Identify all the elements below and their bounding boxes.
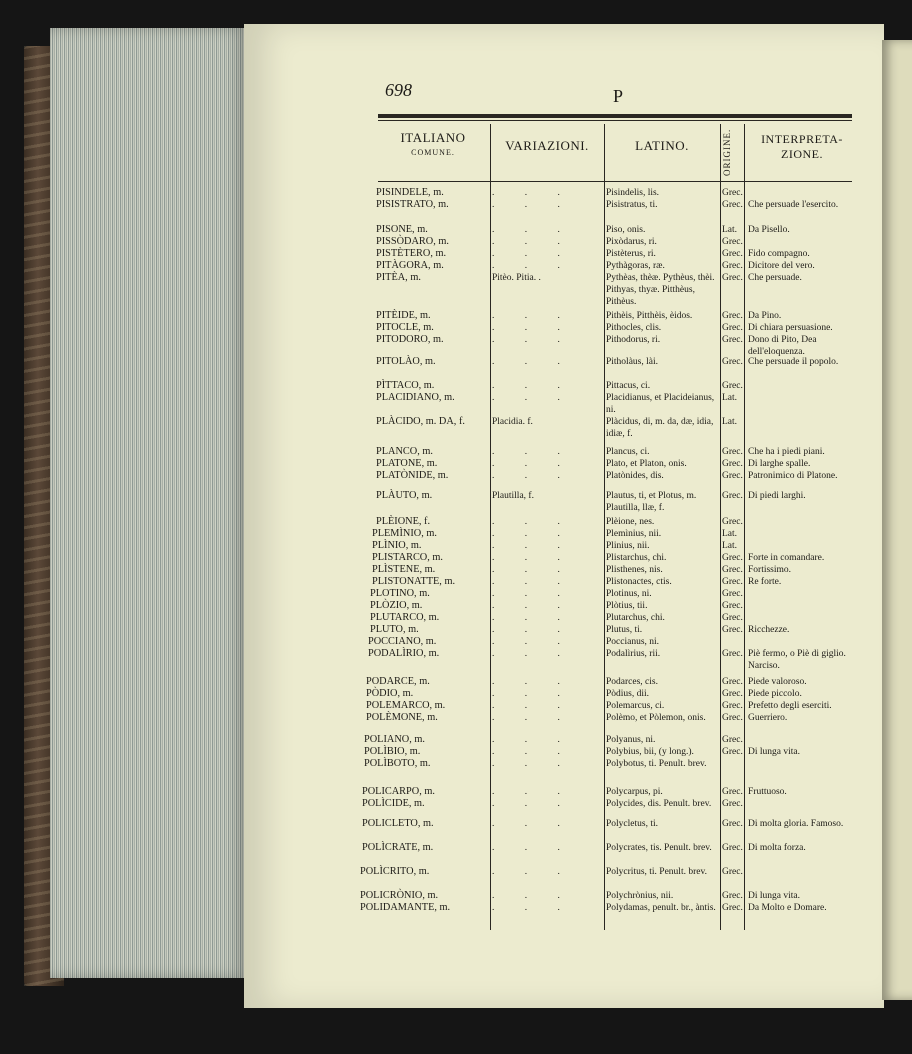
latin-form-cell: Polydamas, penult. br., àntis. (606, 903, 716, 913)
variation-cell: . . . (492, 311, 574, 321)
variation-cell: . . . (492, 517, 574, 527)
latin-form-cell: Plato, et Platon, onis. (606, 459, 687, 469)
latin-form-cell: Poccianus, ni. (606, 637, 660, 647)
origin-cell: Grec. (722, 237, 743, 247)
origin-cell: Grec. (722, 491, 743, 501)
origin-cell: Grec. (722, 735, 743, 745)
variation-cell: . . . (492, 735, 574, 745)
interpretation-cell: Ricchezze. (748, 625, 790, 635)
italian-name-cell: PISSÒDARO, m. (376, 236, 449, 247)
italian-name-cell: PÒDIO, m. (366, 688, 414, 699)
header-variazioni: VARIAZIONI. (505, 138, 589, 153)
origin-cell: Grec. (722, 903, 743, 913)
variation-cell: . . . (492, 649, 574, 659)
origin-cell: Grec. (722, 459, 743, 469)
origin-cell: Grec. (722, 747, 743, 757)
origin-cell: Lat. (722, 417, 738, 427)
latin-form-cell: Plisthenes, nis. (606, 565, 663, 575)
latin-form-cell: Polemarcus, ci. (606, 701, 665, 711)
origin-cell: Grec. (722, 200, 743, 210)
latin-form-cell: Plautus, ti, et Plotus, m. Plautilla, llæ, f. (606, 491, 697, 513)
italian-name-cell: POLIDAMANTE, m. (360, 902, 451, 913)
interpretation-cell: Di molta forza. (748, 843, 806, 853)
italian-name-cell: PLÀUTO, m. (376, 490, 433, 501)
origin-cell: Grec. (722, 565, 743, 575)
latin-form-cell: Pittacus, ci. (606, 381, 651, 391)
italian-name-cell: PLÌSTENE, m. (372, 564, 436, 575)
interpretation-cell: Che persuade il popolo. (748, 357, 839, 367)
interpretation-cell: Di lunga vita. (748, 891, 800, 901)
italian-name-cell: POLÌBIO, m. (364, 746, 421, 757)
page-number: 698 (385, 80, 412, 100)
italian-name-cell: PLUTARCO, m. (370, 612, 440, 623)
variation-cell: . . . (492, 261, 574, 271)
interpretation-cell: Piede piccolo. (748, 689, 802, 699)
latin-form-cell: Pithodorus, ri. (606, 335, 661, 345)
interpretation-cell: Dicitore del vero. (748, 261, 815, 271)
latin-form-cell: Plèione, nes. (606, 517, 655, 527)
latin-form-cell: Plancus, ci. (606, 447, 650, 457)
latin-form-cell: Podarces, cis. (606, 677, 658, 687)
variation-cell: . . . (492, 677, 574, 687)
header-bottom-rule (378, 181, 852, 182)
italian-name-cell: PLÀCIDO, m. DA, f. (376, 416, 465, 427)
interpretation-cell: Che persuade l'esercito. (748, 200, 839, 210)
italian-name-cell: POCCIANO, m. (368, 636, 437, 647)
variation-cell: . . . (492, 323, 574, 333)
latin-form-cell: Polycletus, ti. (606, 819, 658, 829)
latin-form-cell: Plistonactes, ctis. (606, 577, 672, 587)
latin-form-cell: Pòdius, dii. (606, 689, 650, 699)
italian-name-cell: PISINDELE, m. (376, 187, 444, 198)
variation-cell: . . . (492, 747, 574, 757)
italian-name-cell: PODALÌRIO, m. (368, 648, 440, 659)
variation-cell: . . . (492, 459, 574, 469)
latin-form-cell: Polychrònius, nii. (606, 891, 674, 901)
column-divider-2 (604, 124, 605, 930)
header-origine: ORIGINE. (722, 128, 732, 176)
origin-cell: Grec. (722, 819, 743, 829)
latin-form-cell: Pitholàus, lài. (606, 357, 658, 367)
interpretation-cell: Guerriero. (748, 713, 788, 723)
origin-cell: Grec. (722, 471, 743, 481)
origin-cell: Lat. (722, 393, 738, 403)
interpretation-cell: Che persuade. (748, 273, 802, 283)
latin-form-cell: Plotinus, ni. (606, 589, 652, 599)
origin-cell: Grec. (722, 891, 743, 901)
latin-form-cell: Polybius, bii, (y long.). (606, 747, 694, 757)
origin-cell: Grec. (722, 577, 743, 587)
variation-cell: . . . (492, 471, 574, 481)
variation-cell: Pitèo. Pitia. . (492, 273, 541, 283)
italian-name-cell: POLICARPO, m. (362, 786, 435, 797)
variation-cell: . . . (492, 553, 574, 563)
interpretation-cell: Forte in comandare. (748, 553, 825, 563)
origin-cell: Grec. (722, 625, 743, 635)
italian-name-cell: POLÈMONE, m. (366, 712, 438, 723)
italian-name-cell: PODARCE, m. (366, 676, 430, 687)
latin-form-cell: Pithocles, clis. (606, 323, 662, 333)
italian-name-cell: PLÈIONE, f. (376, 516, 431, 527)
header-latino: LATINO. (635, 138, 689, 153)
variation-cell: . . . (492, 713, 574, 723)
origin-cell: Grec. (722, 311, 743, 321)
origin-cell: Grec. (722, 649, 743, 659)
italian-name-cell: PITOCLE, m. (376, 322, 434, 333)
latin-form-cell: Polycarpus, pi. (606, 787, 663, 797)
variation-cell: . . . (492, 625, 574, 635)
italian-name-cell: PITODORO, m. (376, 334, 444, 345)
variation-cell: . . . (492, 237, 574, 247)
interpretation-cell: Da Pino. (748, 311, 782, 321)
interpretation-cell: Da Molto e Domare. (748, 903, 827, 913)
interpretation-cell: Fortissimo. (748, 565, 792, 575)
header-italiano-sub: COMUNE. (411, 148, 455, 157)
variation-cell: . . . (492, 357, 574, 367)
header-rule-thick (378, 114, 852, 118)
italian-name-cell: POLIANO, m. (364, 734, 425, 745)
variation-cell: . . . (492, 225, 574, 235)
interpretation-cell: Prefetto degli eserciti. (748, 701, 832, 711)
variation-cell: . . . (492, 188, 574, 198)
origin-cell: Grec. (722, 249, 743, 259)
origin-cell: Lat. (722, 225, 738, 235)
italian-name-cell: PLISTARCO, m. (372, 552, 443, 563)
italian-name-cell: PLANCO, m. (376, 446, 433, 457)
variation-cell: . . . (492, 867, 574, 877)
origin-cell: Grec. (722, 357, 743, 367)
origin-cell: Grec. (722, 677, 743, 687)
variation-cell: . . . (492, 819, 574, 829)
italian-name-cell: PLEMÌNIO, m. (372, 528, 437, 539)
header-italiano (378, 130, 488, 157)
variation-cell: . . . (492, 589, 574, 599)
latin-form-cell: Plemìnius, nii. (606, 529, 662, 539)
interpretation-cell: Di piedi larghi. (748, 491, 806, 501)
variation-cell: . . . (492, 565, 574, 575)
latin-form-cell: Pixòdarus, ri. (606, 237, 657, 247)
italian-name-cell: PITÀGORA, m. (376, 260, 444, 271)
variation-cell: . . . (492, 689, 574, 699)
variation-cell: . . . (492, 637, 574, 647)
variation-cell: . . . (492, 335, 574, 345)
italian-name-cell: PISONE, m. (376, 224, 428, 235)
italian-name-cell: PLOTINO, m. (370, 588, 430, 599)
origin-cell: Grec. (722, 613, 743, 623)
origin-cell: Grec. (722, 689, 743, 699)
variation-cell: . . . (492, 701, 574, 711)
italian-name-cell: PLISTONATTE, m. (372, 576, 456, 587)
variation-cell: Placidia. f. (492, 417, 533, 427)
italian-name-cell: PLATONE, m. (376, 458, 438, 469)
italian-name-cell: POLÌCRATE, m. (362, 842, 434, 853)
latin-form-cell: Placidianus, et Placideianus, ni. (606, 393, 715, 415)
section-letter: P (613, 86, 624, 106)
italian-name-cell: PLÌNIO, m. (372, 540, 422, 551)
interpretation-cell: Di chiara persuasione. (748, 323, 833, 333)
origin-cell: Grec. (722, 273, 743, 283)
interpretation-cell: Piè fermo, o Piè di giglio. Narciso. (748, 649, 846, 671)
variation-cell: . . . (492, 799, 574, 809)
latin-form-cell: Podalìrius, rii. (606, 649, 661, 659)
variation-cell: . . . (492, 200, 574, 210)
interpretation-cell: Dono di Pito, Dea dell'eloquenza. (748, 335, 817, 357)
latin-form-cell: Polèmo, et Pòlemon, onis. (606, 713, 706, 723)
origin-cell: Grec. (722, 713, 743, 723)
latin-form-cell: Plinius, nii. (606, 541, 650, 551)
interpretation-cell: Re forte. (748, 577, 782, 587)
origin-cell: Grec. (722, 447, 743, 457)
origin-cell: Grec. (722, 381, 743, 391)
italian-name-cell: PITOLÀO, m. (376, 356, 436, 367)
variation-cell: . . . (492, 891, 574, 901)
variation-cell: . . . (492, 903, 574, 913)
origin-cell: Grec. (722, 799, 743, 809)
italian-name-cell: POLÌCRITO, m. (360, 866, 430, 877)
italian-name-cell: PITÈA, m. (376, 272, 421, 283)
latin-form-cell: Plutarchus, chi. (606, 613, 665, 623)
latin-form-cell: Plòtius, tii. (606, 601, 648, 611)
latin-form-cell: Pisindelis, lis. (606, 188, 660, 198)
italian-name-cell: PLACIDIANO, m. (376, 392, 455, 403)
interpretation-cell: Fido compagno. (748, 249, 810, 259)
variation-cell: . . . (492, 541, 574, 551)
italian-name-cell: POLEMARCO, m. (366, 700, 446, 711)
italian-name-cell: POLÌCIDE, m. (362, 798, 425, 809)
variation-cell: . . . (492, 393, 574, 403)
italian-name-cell: POLICLETO, m. (362, 818, 434, 829)
interpretation-cell: Piede valoroso. (748, 677, 807, 687)
interpretation-cell: Fruttuoso. (748, 787, 787, 797)
italian-name-cell: POLÌBOTO, m. (364, 758, 431, 769)
origin-cell: Grec. (722, 553, 743, 563)
latin-form-cell: Polybotus, ti. Penult. brev. (606, 759, 707, 769)
latin-form-cell: Pisistratus, ti. (606, 200, 658, 210)
origin-cell: Grec. (722, 517, 743, 527)
latin-form-cell: Plutus, ti. (606, 625, 643, 635)
latin-form-cell: Polyanus, ni. (606, 735, 656, 745)
origin-cell: Grec. (722, 323, 743, 333)
origin-cell: Grec. (722, 188, 743, 198)
variation-cell: . . . (492, 843, 574, 853)
origin-cell: Grec. (722, 867, 743, 877)
origin-cell: Grec. (722, 261, 743, 271)
page-edges (50, 28, 246, 978)
latin-form-cell: Pythàgoras, ræ. (606, 261, 665, 271)
facing-page-edge (882, 40, 912, 1000)
latin-form-cell: Piso, onis. (606, 225, 646, 235)
latin-form-cell: Platònides, dis. (606, 471, 664, 481)
variation-cell: . . . (492, 381, 574, 391)
interpretation-cell: Patronimico di Platone. (748, 471, 838, 481)
variation-cell: . . . (492, 759, 574, 769)
variation-cell: . . . (492, 613, 574, 623)
italian-name-cell: PISTÈTERO, m. (376, 248, 447, 259)
italian-name-cell: PISISTRATO, m. (376, 199, 449, 210)
latin-form-cell: Pistèterus, ri. (606, 249, 656, 259)
italian-name-cell: PLÒZIO, m. (370, 600, 423, 611)
origin-cell: Grec. (722, 589, 743, 599)
italian-name-cell: PLUTO, m. (370, 624, 419, 635)
origin-cell: Grec. (722, 701, 743, 711)
variation-cell: . . . (492, 529, 574, 539)
italian-name-cell: PLATÒNIDE, m. (376, 470, 449, 481)
variation-cell: . . . (492, 601, 574, 611)
interpretation-cell: Di lunga vita. (748, 747, 800, 757)
variation-cell: Plautilla, f. (492, 491, 534, 501)
italian-name-cell: PÌTTACO, m. (376, 380, 435, 391)
variation-cell: . . . (492, 577, 574, 587)
interpretation-cell: Da Pisello. (748, 225, 790, 235)
italian-name-cell: PITÈIDE, m. (376, 310, 431, 321)
origin-cell: Grec. (722, 843, 743, 853)
origin-cell: Grec. (722, 787, 743, 797)
header-interpretazione: INTERPRETA-ZIONE. (761, 132, 843, 161)
latin-form-cell: Polycritus, ti. Penult. brev. (606, 867, 707, 877)
header-italiano-label: ITALIANO (400, 130, 466, 145)
interpretation-cell: Di larghe spalle. (748, 459, 811, 469)
latin-form-cell: Polycrates, tis. Penult. brev. (606, 843, 712, 853)
origin-cell: Grec. (722, 335, 743, 345)
italian-name-cell: POLICRÒNIO, m. (360, 890, 439, 901)
interpretation-cell: Che ha i piedi piani. (748, 447, 825, 457)
latin-form-cell: Plistarchus, chi. (606, 553, 667, 563)
origin-cell: Grec. (722, 601, 743, 611)
variation-cell: . . . (492, 249, 574, 259)
interpretation-cell: Di molta gloria. Famoso. (748, 819, 844, 829)
latin-form-cell: Pythèas, thèæ. Pythèus, thèi. Pithyas, thyæ. Pitthèus, Pithèus. (606, 273, 715, 307)
origin-cell: Lat. (722, 529, 738, 539)
origin-cell: Lat. (722, 541, 738, 551)
latin-form-cell: Plàcidus, di, m. da, dæ, idia, idiæ, f. (606, 417, 714, 439)
variation-cell: . . . (492, 787, 574, 797)
header-rule-thin (378, 120, 852, 121)
latin-form-cell: Pithèis, Pitthèis, èidos. (606, 311, 693, 321)
latin-form-cell: Polycides, dis. Penult. brev. (606, 799, 712, 809)
variation-cell: . . . (492, 447, 574, 457)
